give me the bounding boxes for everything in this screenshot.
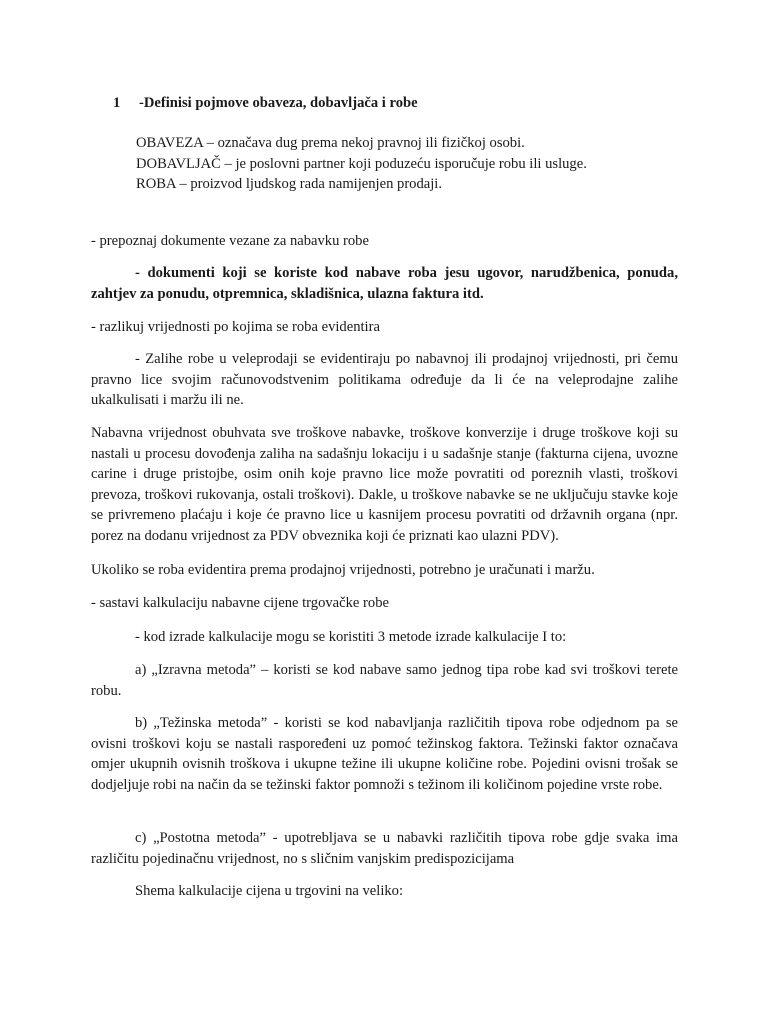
values-prompt: - razlikuj vrijednosti po kojima se roba evidentira bbox=[91, 319, 380, 335]
question-number: 1 bbox=[113, 95, 121, 111]
values-answer: - Zalihe robe u veleprodaji se evidentiraju po nabavnoj ili prodajnoj vrijednosti, pri čemu pravno lice svojim računovodstvenim politikama određuje da li će na veleprodajne zalihe ukalkulisati i maržu ili ne. bbox=[91, 351, 678, 408]
documents-prompt: - prepoznaj dokumente vezane za nabavku robe bbox=[91, 233, 369, 249]
definition-dobavljac: DOBAVLJAČ – je poslovni partner koji poduzeću isporučuje robu ili usluge. bbox=[136, 155, 587, 172]
calculation-intro: - kod izrade kalkulacije mogu se koristiti 3 metode izrade kalkulacije I to: bbox=[135, 629, 567, 645]
selling-value-paragraph: Ukoliko se roba evidentira prema prodajnoj vrijednosti, potrebno je uračunati i maržu. bbox=[91, 562, 595, 578]
method-c: c) „Postotna metoda” - upotrebljava se u nabavki različitih tipova robe gdje svaka ima različitu pojedinačnu vrijednost, no s sličnim vanjskim predispozicijama bbox=[91, 830, 678, 867]
documents-answer: - dokumenti koji se koriste kod nabave roba jesu ugovor, narudžbenica, ponuda, zahtjev za ponudu, otpremnica, skladišnica, ulazna faktura itd. bbox=[91, 265, 678, 302]
question-heading bbox=[113, 93, 418, 114]
calculation-prompt: - sastavi kalkulaciju nabavne cijene trgovačke robe bbox=[91, 595, 389, 611]
definitions-list bbox=[136, 133, 696, 195]
definition-roba: ROBA – proizvod ljudskog rada namijenjen prodaji. bbox=[136, 176, 443, 192]
definition-obaveza: OBAVEZA – označava dug prema nekoj pravnoj ili fizičkoj osobi. bbox=[136, 135, 525, 151]
question-title: -Definisi pojmove obaveza, dobavljača i robe bbox=[139, 95, 418, 111]
method-b: b) „Težinska metoda” - koristi se kod nabavljanja različitih tipova robe odjednom pa se ovisni troškovi koju se nastali raspoređeni uz pomoć težinskog faktora. Težinski faktor označava omjer ukupnih ovisnih troškova i ukupne težine ili ukupne količine robe. Pojedini ovisni trošak se dodjeljuje robi na način da se težinski faktor pomnoži s težinom ili količinom pojedine vrste robe. bbox=[91, 715, 678, 793]
calculation-scheme-title: Shema kalkulacije cijena u trgovini na veliko: bbox=[135, 883, 404, 899]
purchase-value-paragraph: Nabavna vrijednost obuhvata sve troškove nabavke, troškove konverzije i druge troškove koji su nastali u procesu dovođenja zaliha na sadašnju lokaciju i u sadašnje stanje (fakturna cijena, uvozne carine i druge pristojbe, osim onih koje pravno lice može povratiti od poreznih vlasti, troškovi prevoza, troškovi rukovanja, ostali troškovi). Dakle, u troškove nabavke se ne uključuju stavke koje se privremeno plaćaju i koje će pravno lice u kasnijem procesu povratiti od državnih organa (npr. porez na dodanu vrijednost za PDV obveznika koji će priznati kao ulazni PDV). bbox=[91, 425, 678, 544]
method-a: a) „Izravna metoda” – koristi se kod nabave samo jednog tipa robe kad svi troškovi terete robu. bbox=[91, 662, 678, 699]
